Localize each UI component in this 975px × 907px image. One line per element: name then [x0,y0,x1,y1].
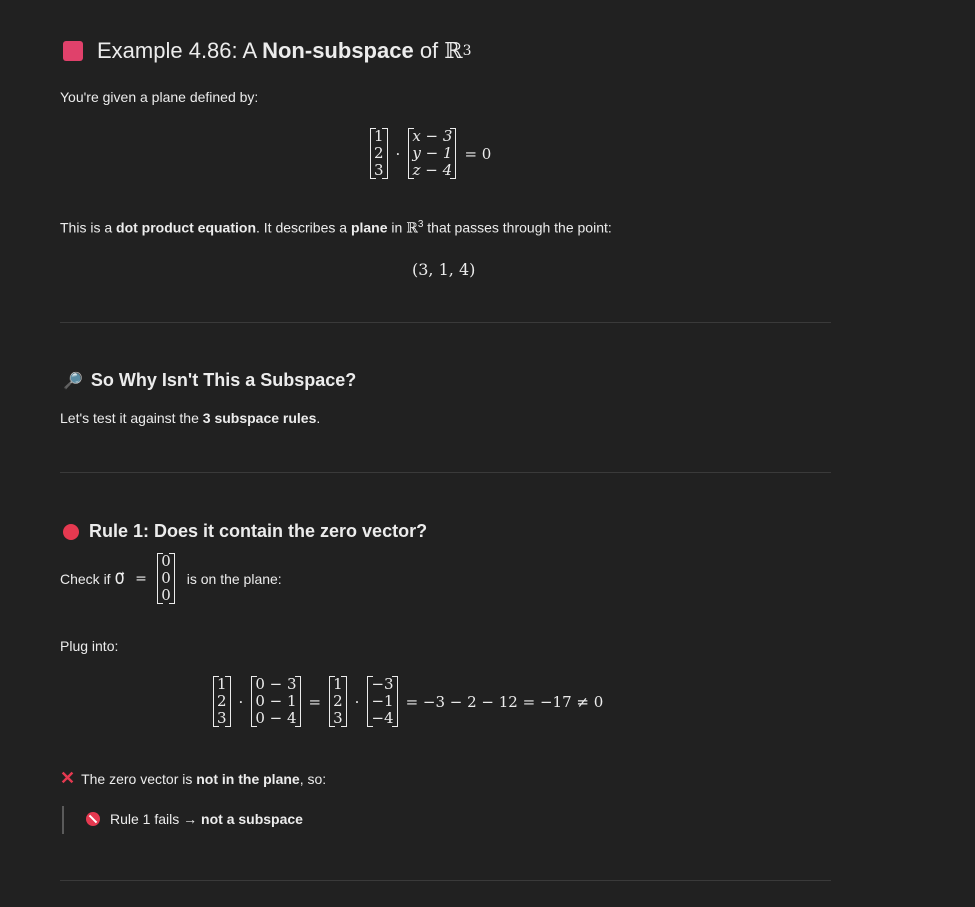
result-statement: ✕ The zero vector is not in the plane , so: [60,768,327,788]
blockquote-bar [62,806,64,834]
section-text: Let's test it against the 3 subspace rules. [60,410,321,426]
zero-vector: 0 0 0 [157,553,175,604]
normal-vector: 1 2 3 [370,128,388,179]
divider [60,472,831,473]
divider [60,322,831,323]
prohibited-icon [86,812,100,826]
cross-mark-icon: ✕ [60,768,76,788]
intro-text: You're given a plane defined by: [60,89,259,105]
description-text: This is a dot product equation. It describes a plane in ℝ$^3$ that passes through the point: [60,219,612,237]
point-coordinates: (3, 1, 4) [412,260,476,279]
plug-text: Plug into: [60,638,119,654]
zero-vector-calculation: 1 2 3 · 0 − 3 0 − 1 0 − 4 = 1 2 3 · −3 −1 −4 = −3 − 2 − 12 = −17 ≠ 0 [213,676,611,727]
rule-fail-note: Rule 1 fails → not a subspace [86,811,303,827]
red-circle-icon [63,524,79,540]
pink-square-icon [63,41,83,61]
page-title: Example 4.86: A Non-subspace of ℝ 3 [63,38,472,64]
divider [60,880,831,881]
magnifier-icon: 🔎 [63,372,83,390]
rule1-heading: Rule 1: Does it contain the zero vector? [63,521,427,542]
position-vector: x − 3 y − 1 z − 4 [408,128,456,179]
section-heading: 🔎 So Why Isn't This a Subspace? [63,370,357,390]
plane-equation: 1 2 3 · x − 3 y − 1 z − 4 = 0 [370,128,499,179]
check-statement: Check if 0⃗ = 0 0 0 is on the plane: [60,552,282,604]
